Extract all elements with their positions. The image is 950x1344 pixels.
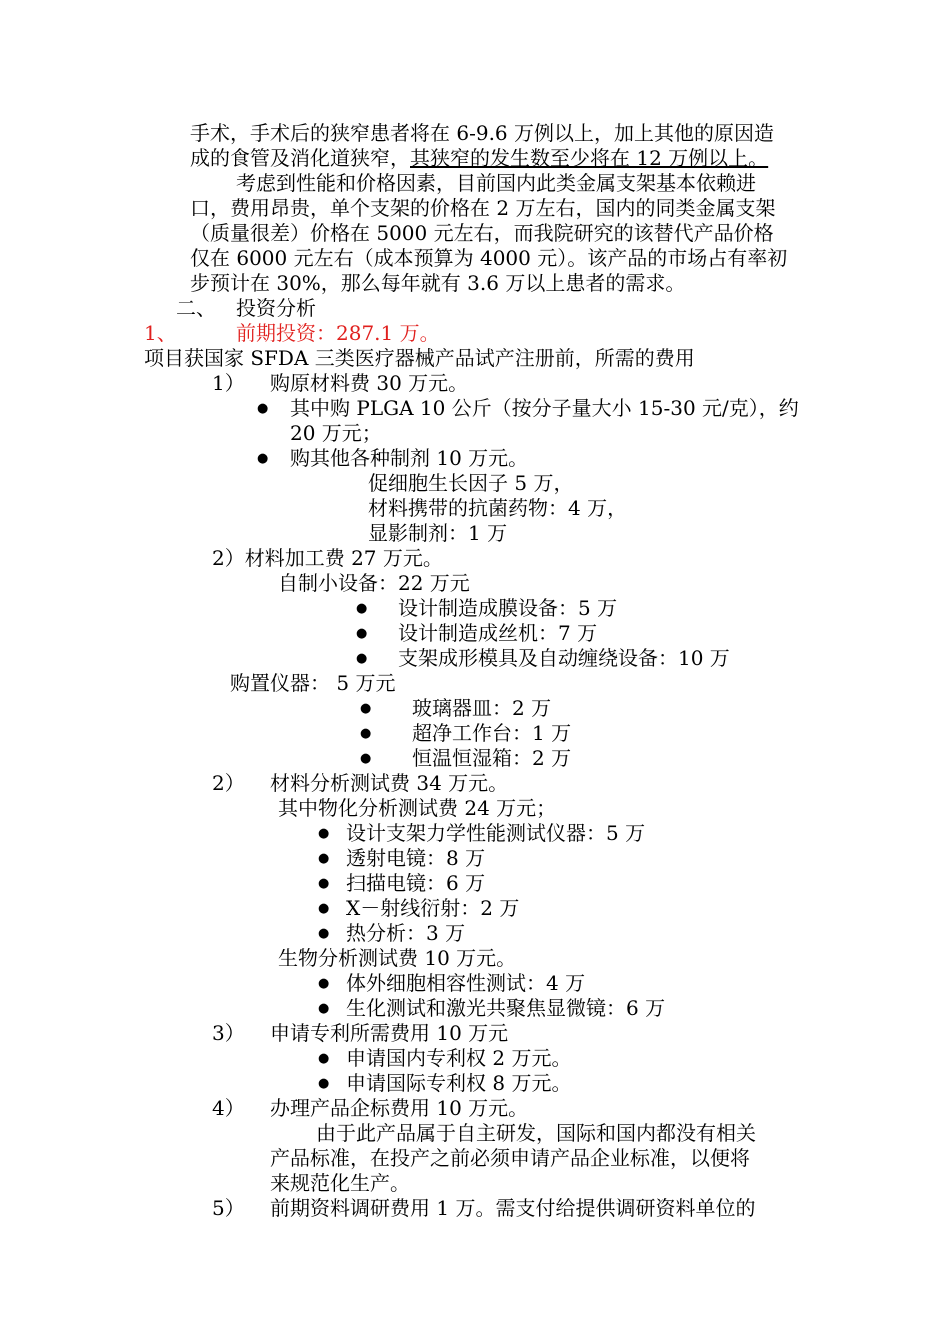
standard-desc-line-3: 来规范化生产。 [270,1171,410,1195]
bullet-icon: ● [360,726,372,741]
item1-number: 1、 [144,321,177,345]
raw-bullet-1-line-2: 20 万元； [290,421,382,445]
purchase-item: 恒温恒湿箱：2 万 [412,746,572,770]
phys-item: 扫描电镜：6 万 [346,871,486,895]
purchase-item: 玻璃器皿：2 万 [412,696,552,720]
self-made-item: 设计制造成膜设备：5 万 [398,596,618,620]
patent-number: 3） [212,1021,245,1045]
bullet-icon: ● [318,1001,330,1016]
phys-heading: 其中物化分析测试费 24 万元； [278,796,557,820]
raw-sub-1: 促细胞生长因子 5 万， [368,471,574,495]
intro-line-1: 手术，手术后的狭窄患者将在 6-9.6 万例以上，加上其他的原因造 [190,121,775,145]
raw-number: 1） [212,371,245,395]
self-made-heading: 自制小设备：22 万元 [278,571,470,595]
patent-title: 申请专利所需费用 10 万元 [270,1021,509,1045]
phys-item: 设计支架力学性能测试仪器：5 万 [346,821,646,845]
phys-item: 透射电镜：8 万 [346,846,486,870]
bullet-icon: ● [318,876,330,891]
processing-title: 2）材料加工费 27 万元。 [212,546,443,570]
bullet-icon: ● [318,851,330,866]
patent-item: 申请国际专利权 8 万元。 [346,1071,572,1095]
self-made-item: 支架成形模具及自动缠绕设备：10 万 [398,646,730,670]
raw-bullet-1-line-1: 其中购 PLGA 10 公斤（按分子量大小 15-30 元/克），约 [290,396,799,420]
market-line-2: 口，费用昂贵，单个支架的价格在 2 万左右，国内的同类金属支架 [190,196,776,220]
standard-desc-line-1: 由于此产品属于自主研发，国际和国内都没有相关 [316,1121,756,1145]
raw-bullet-2: 购其他各种制剂 10 万元。 [290,446,529,470]
bullet-icon: ● [360,701,372,716]
section-number: 二、 [176,296,216,320]
standard-number: 4） [212,1096,245,1120]
bullet-icon: ● [318,1051,330,1066]
market-line-4: 仅在 6000 元左右（成本预算为 4000 元）。该产品的市场占有率初 [190,246,788,270]
bio-item: 体外细胞相容性测试：4 万 [346,971,586,995]
bullet-icon: ● [318,976,330,991]
purchase-heading: 购置仪器： 5 万元 [230,671,396,695]
market-line-5: 步预计在 30%，那么每年就有 3.6 万以上患者的需求。 [190,271,686,295]
bullet-icon: ● [257,401,269,416]
phys-item: 热分析：3 万 [346,921,466,945]
bullet-icon: ● [318,826,330,841]
analysis-number: 2） [212,771,245,795]
market-line-3: （质量很差）价格在 5000 元左右，而我院研究的该替代产品价格 [190,221,774,245]
bio-item: 生化测试和激光共聚焦显微镜：6 万 [346,996,666,1020]
phys-item: X－射线衍射：2 万 [346,896,520,920]
self-made-item: 设计制造成丝机：7 万 [398,621,598,645]
bullet-icon: ● [356,626,368,641]
standard-title: 办理产品企标费用 10 万元。 [270,1096,529,1120]
market-line-1: 考虑到性能和价格因素，目前国内此类金属支架基本依赖进 [236,171,756,195]
research-number: 5） [212,1196,245,1220]
research-title: 前期资料调研费用 1 万。需支付给提供调研资料单位的 [270,1196,756,1220]
bullet-icon: ● [360,751,372,766]
section-title: 投资分析 [236,296,316,320]
intro-line-2-text: 成的食管及消化道狭窄， [190,146,410,170]
raw-sub-2: 材料携带的抗菌药物：4 万， [368,496,628,520]
bio-heading: 生物分析测试费 10 万元。 [278,946,517,970]
patent-item: 申请国内专利权 2 万元。 [346,1046,572,1070]
analysis-title: 材料分析测试费 34 万元。 [270,771,509,795]
bullet-icon: ● [257,451,269,466]
item1-title: 前期投资：287.1 万。 [236,321,440,345]
intro-line-2 [190,146,768,171]
bullet-icon: ● [356,651,368,666]
purchase-item: 超净工作台：1 万 [412,721,572,745]
intro-sentence: 项目获国家 SFDA 三类医疗器械产品试产注册前，所需的费用 [144,346,695,370]
bullet-icon: ● [356,601,368,616]
bullet-icon: ● [318,901,330,916]
bullet-icon: ● [318,1076,330,1091]
bullet-icon: ● [318,926,330,941]
standard-desc-line-2: 产品标准，在投产之前必须申请产品企业标准，以便将 [270,1146,750,1170]
raw-sub-3: 显影制剂：1 万 [368,521,508,545]
raw-title: 购原材料费 30 万元。 [270,371,469,395]
intro-underlined-text: 其狭窄的发生数至少将在 12 万例以上。 [410,146,769,170]
